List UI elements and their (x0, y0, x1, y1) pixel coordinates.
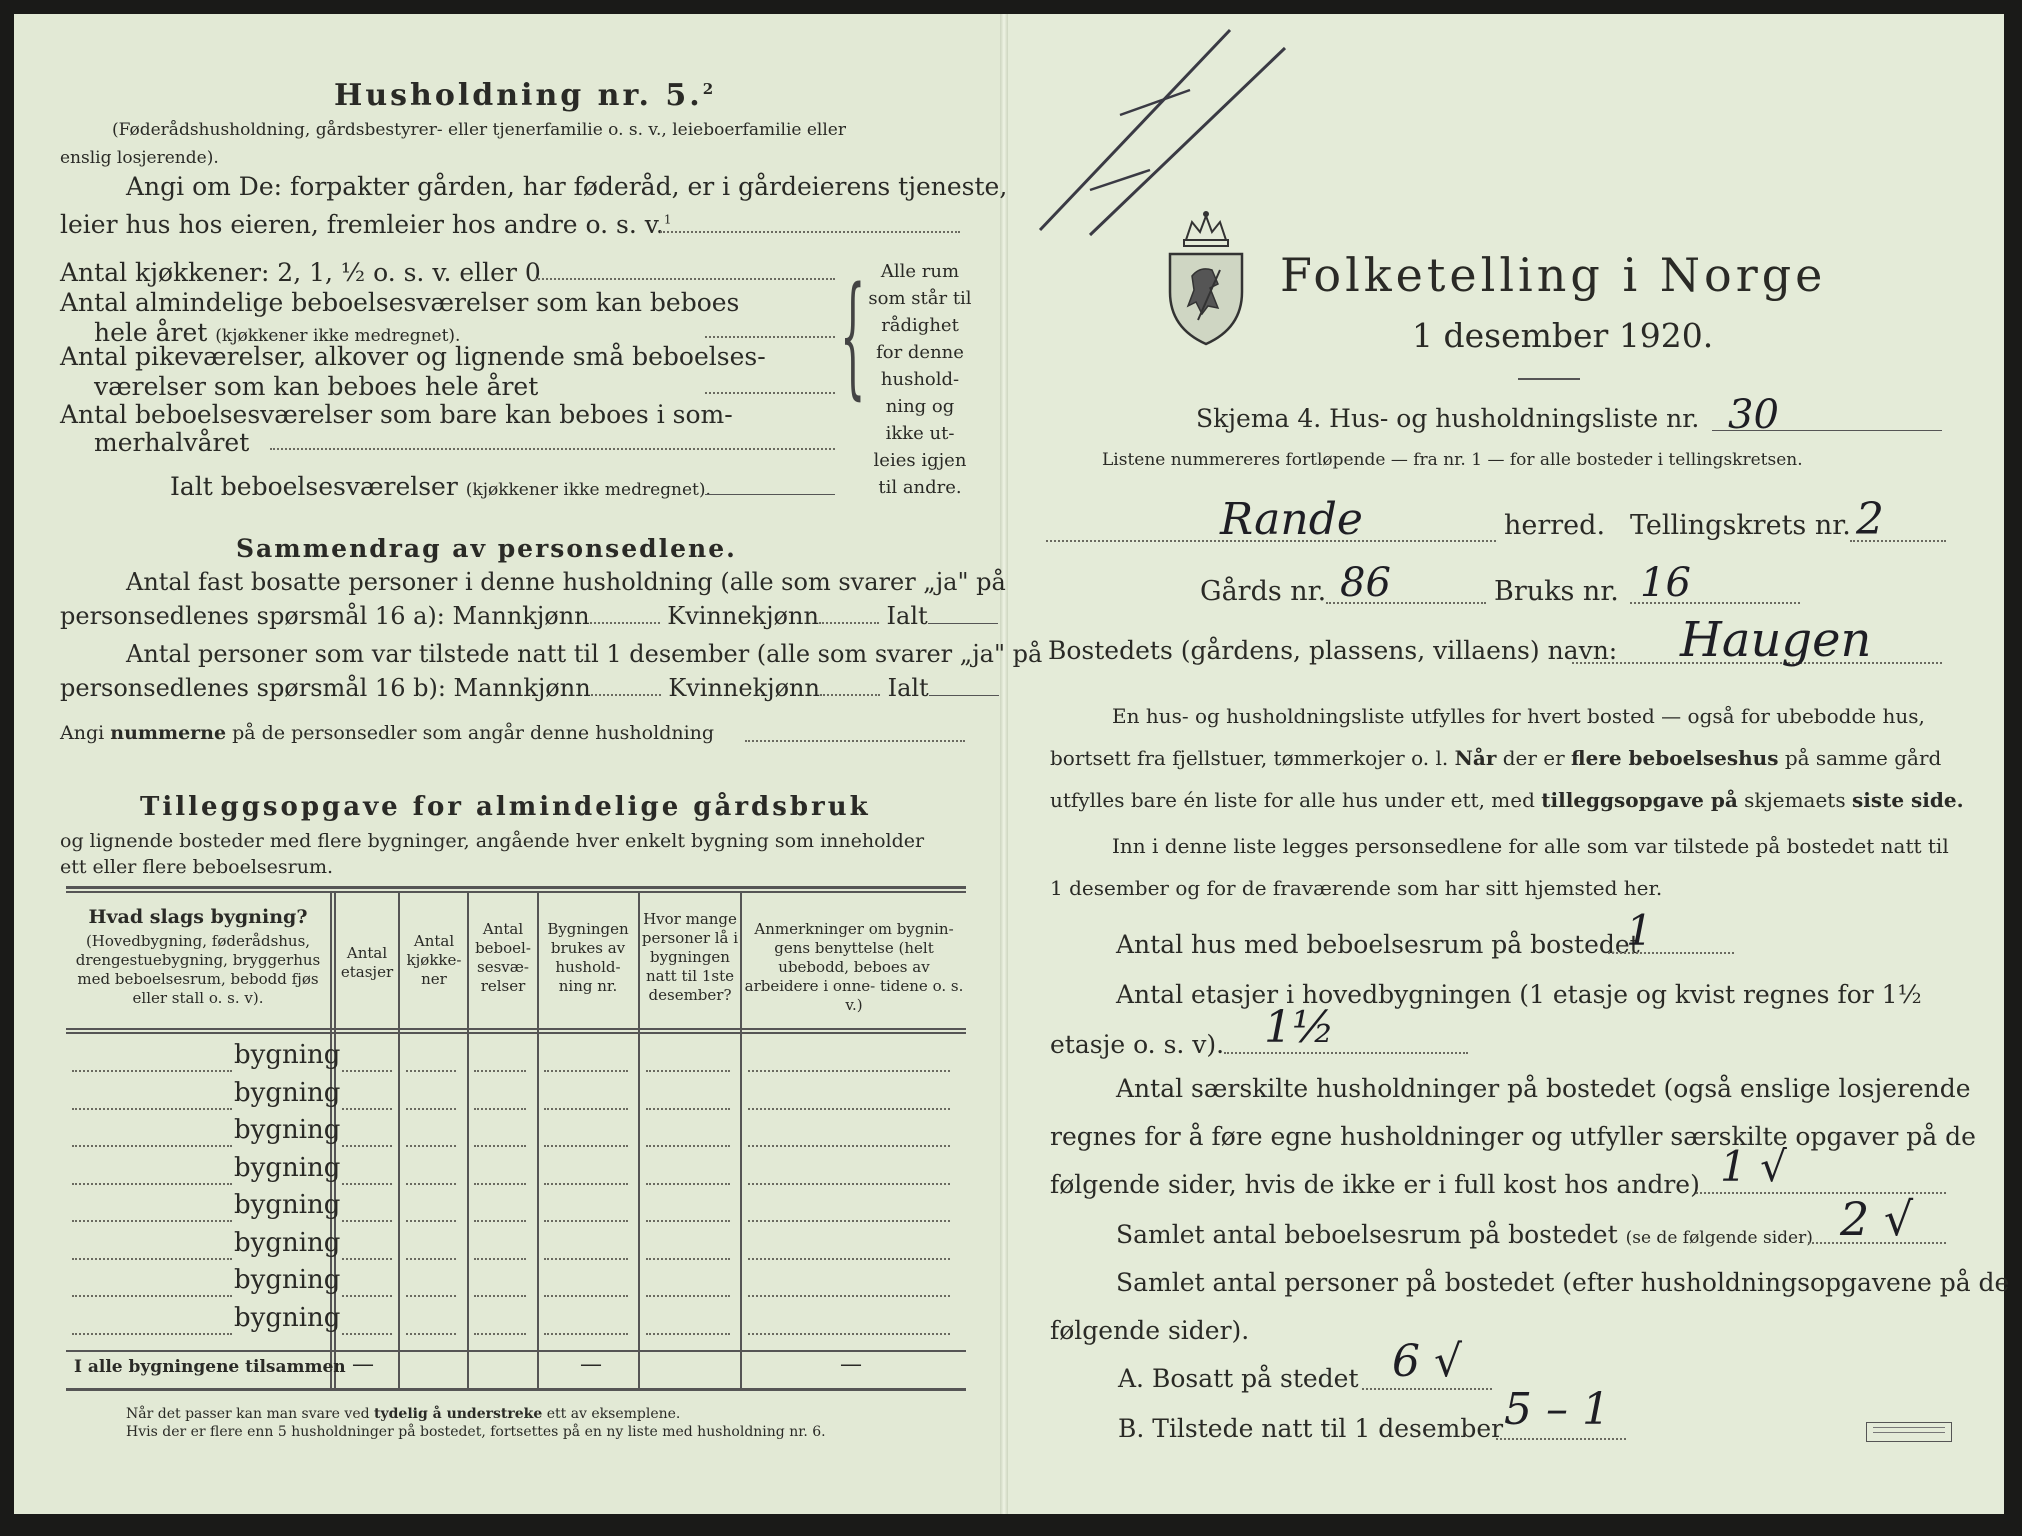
row-cell-line (474, 1220, 526, 1222)
row-cell-line (474, 1183, 526, 1185)
table-row (66, 1115, 966, 1151)
angi-line-1: Angi om De: forpakter gården, har føderåd, er i gårdeierens tjeneste, (126, 172, 1008, 201)
q-pike-2: værelser som kan beboes hele året (94, 372, 539, 401)
row-cell-line (474, 1295, 526, 1297)
coat-of-arms-icon (1162, 210, 1250, 350)
brace-note (860, 258, 980, 501)
col-3-header: Antal kjøkke- ner (406, 932, 462, 988)
q-bosatt-label: A. Bosatt på stedet (1118, 1364, 1359, 1393)
tillegg-line-1: og lignende bosteder med flere bygninger, angående hver enkelt bygning som inneholder (60, 830, 925, 852)
row-cell-line (646, 1333, 730, 1335)
col-4-header: Antal beboel- sesvæ- relser (475, 920, 531, 995)
tellingskrets-value: 2 (1856, 494, 1884, 545)
bosted-label: Bostedets (gårdens, plassens, villaens) navn: (1048, 636, 1618, 665)
row-label: bygning (234, 1190, 341, 1220)
row-cell-line (406, 1183, 456, 1185)
row-label: bygning (234, 1227, 341, 1258)
row-label: bygning (234, 1265, 341, 1295)
row-cell-line (544, 1145, 628, 1147)
printer-stamp (1866, 1422, 1952, 1442)
row-cell-line (342, 1258, 392, 1260)
brace-note-line: leies igjen (873, 450, 967, 471)
row-cell-line (544, 1220, 628, 1222)
instr-1a: En hus- og husholdningsliste utfylles for hvert bosted — også for ubebodde hus, (1112, 704, 1925, 728)
q-etasjer-2: etasje o. s. v). (1050, 1030, 1225, 1059)
row-cell-line (474, 1070, 526, 1072)
row-cell-line (342, 1070, 392, 1072)
row-cell-line (342, 1333, 392, 1335)
row-cell-line (342, 1220, 392, 1222)
q-hus-value: 1 (1626, 906, 1653, 955)
tellingskrets-label: Tellingskrets nr. (1630, 510, 1851, 541)
household-title: Husholdning nr. 5.$^2$ (334, 78, 717, 113)
q-hush-3: følgende sider, hvis de ikke er i full kost hos andre) (1050, 1170, 1700, 1199)
q-pike-line (705, 392, 835, 394)
row-cell-line (474, 1145, 526, 1147)
row-cell-line (474, 1108, 526, 1110)
household-subtitle: (Føderådshusholdning, gårdsbestyrer- eller tjenerfamilie o. s. v., leieboerfamilie eller (112, 120, 846, 140)
q-bosatt-line (1362, 1388, 1492, 1390)
row-cell-line (646, 1295, 730, 1297)
row-cell-line (646, 1220, 730, 1222)
table-row (66, 1190, 966, 1226)
row-name-line (72, 1333, 232, 1335)
row-cell-line (748, 1070, 950, 1072)
brace-note-line: til andre. (878, 477, 962, 498)
brace-note-line: ning og (885, 396, 955, 417)
table-row (66, 1228, 966, 1264)
q-etasjer-1: Antal etasjer i hovedbygningen (1 etasje og kvist regnes for 1½ (1116, 980, 1922, 1009)
row-cell-line (474, 1333, 526, 1335)
brace-note-line: for denne (876, 342, 964, 363)
q-etasjer-line (1224, 1052, 1468, 1054)
row-cell-line (646, 1145, 730, 1147)
household-subtitle-2: enslig losjerende). (60, 148, 219, 168)
brace-note-line: Alle rum (880, 261, 960, 282)
herred-label: herred. (1504, 510, 1606, 541)
total-dash-1: — (352, 1352, 374, 1377)
sammendrag-line-1: Antal fast bosatte personer i denne husholdning (alle som svarer „ja" på (126, 568, 1006, 596)
row-cell-line (544, 1333, 628, 1335)
row-cell-line (748, 1258, 950, 1260)
instr-1b: bortsett fra fjellstuer, tømmerkojer o. l. Når der er flere beboelseshus på samme gård (1050, 746, 1942, 770)
col-6-header: Hvor mange personer lå i bygningen natt til 1ste desember? (641, 910, 739, 1004)
skjema-line: Skjema 4. Hus- og husholdningsliste nr. (1196, 404, 1700, 433)
row-cell-line (406, 1333, 456, 1335)
row-label: bygning (234, 1077, 341, 1108)
row-label: bygning (234, 1302, 341, 1333)
bosted-value: Haugen (1680, 612, 1872, 668)
row-cell-line (406, 1258, 456, 1260)
q-alm-2: hele året (kjøkkener ikke medregnet). (94, 318, 461, 347)
col-1-title: Hvad slags bygning? (88, 906, 308, 928)
col-1-note: (Hovedbygning, føderådshus, drengestuebygning, bryggerhus med beboelsesrum, bebodd fjøs eller stall o. s. v). (75, 932, 321, 1007)
q-hush-value: 1 √ (1720, 1142, 1787, 1191)
title-divider (1518, 378, 1580, 380)
total-row-label: I alle bygningene tilsammen (74, 1357, 346, 1377)
q-hush-1: Antal særskilte husholdninger på bostedet (også enslige losjerende (1116, 1074, 1971, 1103)
q-pike-1: Antal pikeværelser, alkover og lignende små beboelses- (60, 342, 766, 371)
row-cell-line (406, 1295, 456, 1297)
row-cell-line (406, 1220, 456, 1222)
herred-value: Rande (1220, 494, 1363, 545)
q-ialt: Ialt beboelsesværelser (kjøkkener ikke medregnet). (170, 472, 711, 501)
q-kjokken: Antal kjøkkener: 2, 1, ½ o. s. v. eller 0 (60, 258, 541, 287)
row-cell-line (646, 1070, 730, 1072)
row-label: bygning (234, 1040, 341, 1070)
brace-note-line: rådighet (881, 315, 959, 336)
row-cell-line (646, 1183, 730, 1185)
row-cell-line (748, 1145, 950, 1147)
q-somm-line (270, 448, 835, 450)
angi-nummerne-line (745, 740, 965, 742)
row-cell-line (544, 1070, 628, 1072)
brace-note-line: ikke ut- (885, 423, 955, 444)
table-row (66, 1153, 966, 1189)
row-cell-line (544, 1295, 628, 1297)
footnote-2: Hvis der er flere enn 5 husholdninger på bostedet, fortsettes på en ny liste med husholdning nr. 6. (126, 1424, 826, 1440)
instr-2b: 1 desember og for de fraværende som har sitt hjemsted her. (1050, 876, 1663, 900)
row-name-line (72, 1145, 232, 1147)
q-somm-1: Antal beboelsesværelser som bare kan beboes i som- (60, 400, 733, 429)
table-row (66, 1040, 966, 1076)
q-tilstede-label: B. Tilstede natt til 1 desember (1118, 1414, 1504, 1443)
row-cell-line (342, 1295, 392, 1297)
q-alm-1: Antal almindelige beboelsesværelser som kan beboes (60, 288, 740, 317)
q-hush-2: regnes for å føre egne husholdninger og utfyller særskilte opgaver på de (1050, 1122, 1976, 1151)
row-cell-line (544, 1258, 628, 1260)
brace-note-line: som står til (868, 288, 972, 309)
table-row (66, 1265, 966, 1301)
row-cell-line (342, 1183, 392, 1185)
sammendrag-line-4: personsedlenes spørsmål 16 b): Mannkjønn Kvinnekjønn Ialt (60, 674, 999, 702)
table-row (66, 1078, 966, 1114)
row-name-line (72, 1258, 232, 1260)
table-row (66, 1303, 966, 1339)
angi-line-2: leier hus hos eieren, fremleier hos andre o. s. v.$^1$ (60, 210, 672, 239)
sammendrag-line-2: personsedlenes spørsmål 16 a): Mannkjønn Kvinnekjønn Ialt (60, 602, 998, 630)
row-name-line (72, 1070, 232, 1072)
row-label: bygning (234, 1152, 341, 1183)
total-dash-2: — (580, 1352, 602, 1377)
q-tilstede-value: 5 – 1 (1504, 1384, 1610, 1435)
sammendrag-line-3: Antal personer som var tilstede natt til 1 desember (alle som svarer „ja" på (126, 640, 1043, 668)
bruks-label: Bruks nr. (1494, 576, 1619, 607)
row-name-line (72, 1108, 232, 1110)
instr-2a: Inn i denne liste legges personsedlene for alle som var tilstede på bostedet natt til (1112, 834, 1949, 858)
col-7-header: Anmerkninger om bygnin- gens benyttelse (helt ubebodd, beboes av arbeidere i onne- tidene o. s. v.) (744, 920, 964, 1014)
tillegg-title: Tilleggsopgave for almindelige gårdsbruk (140, 792, 871, 822)
footnote-1: Når det passer kan man svare ved tydelig å understreke ett av eksemplene. (126, 1406, 681, 1422)
row-name-line (72, 1183, 232, 1185)
row-cell-line (406, 1145, 456, 1147)
row-cell-line (646, 1108, 730, 1110)
row-cell-line (748, 1108, 950, 1110)
listene-note: Listene nummereres fortløpende — fra nr. 1 — for alle bosteder i tellingskretsen. (1102, 450, 1803, 470)
form-title: Folketelling i Norge (1280, 248, 1827, 302)
col-2-header: Antal etasjer (340, 944, 394, 981)
form-date: 1 desember 1920. (1412, 316, 1714, 355)
row-name-line (72, 1220, 232, 1222)
row-cell-line (544, 1183, 628, 1185)
brace: { (840, 262, 866, 414)
angi-nummerne: Angi nummerne på de personsedler som angår denne husholdning (60, 722, 715, 744)
row-cell-line (748, 1295, 950, 1297)
q-somm-2: merhalvåret (94, 428, 250, 457)
gards-value: 86 (1340, 560, 1391, 606)
angi-answer-line (660, 231, 960, 233)
sammendrag-title: Sammendrag av personsedlene. (236, 534, 737, 563)
row-label: bygning (234, 1115, 341, 1145)
q-hus-label: Antal hus med beboelsesrum på bostedet (1116, 930, 1640, 959)
q-ialt-line (705, 494, 835, 495)
q-rum-label: Samlet antal beboelsesrum på bostedet (se de følgende sider) (1116, 1220, 1813, 1249)
row-cell-line (748, 1333, 950, 1335)
row-cell-line (406, 1108, 456, 1110)
q-tilstede-line (1496, 1438, 1626, 1440)
row-cell-line (646, 1258, 730, 1260)
total-dash-3: — (840, 1352, 862, 1377)
row-cell-line (342, 1108, 392, 1110)
row-cell-line (474, 1258, 526, 1260)
q-rum-value: 2 √ (1840, 1192, 1914, 1246)
bruks-value: 16 (1640, 560, 1691, 606)
skjema-value: 30 (1728, 392, 1779, 438)
row-name-line (72, 1295, 232, 1297)
q-bosatt-value: 6 √ (1392, 1336, 1463, 1387)
row-cell-line (748, 1220, 950, 1222)
tillegg-line-2: ett eller flere beboelsesrum. (60, 856, 334, 878)
page-fold (1000, 14, 1008, 1514)
row-cell-line (748, 1183, 950, 1185)
brace-note-line: hushold- (880, 369, 960, 390)
gards-label: Gårds nr. (1200, 576, 1327, 607)
q-alm-line (705, 336, 835, 338)
q-kjokken-line (535, 278, 835, 280)
row-cell-line (406, 1070, 456, 1072)
row-cell-line (342, 1145, 392, 1147)
col-5-header: Bygningen brukes av hushold- ning nr. (547, 920, 629, 995)
q-pers-1: Samlet antal personer på bostedet (efter husholdningsopgavene på de (1116, 1268, 2010, 1297)
q-pers-2: følgende sider). (1050, 1316, 1250, 1345)
q-etasjer-value: 1½ (1264, 1002, 1335, 1053)
instr-1c: utfylles bare én liste for alle hus under ett, med tilleggsopgave på skjemaets siste side. (1050, 788, 1964, 812)
row-cell-line (544, 1108, 628, 1110)
